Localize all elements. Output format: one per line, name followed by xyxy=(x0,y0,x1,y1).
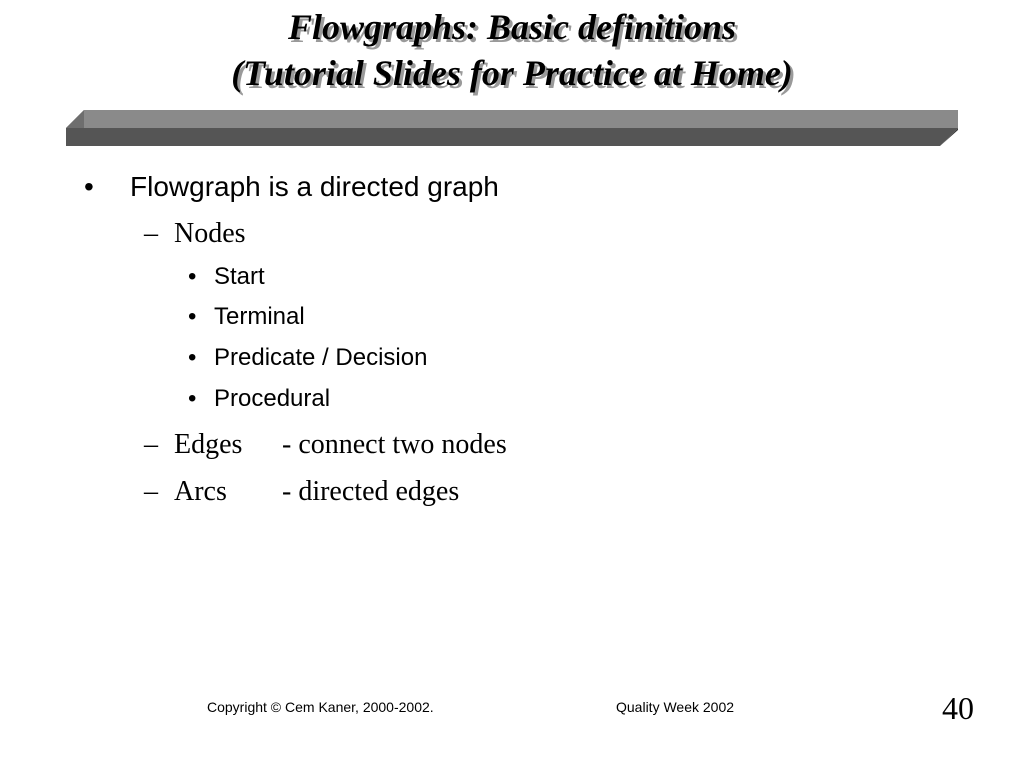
node-item-terminal xyxy=(188,303,305,331)
bullet-dot-icon: • xyxy=(84,171,94,202)
footer-copyright: Copyright © Cem Kaner, 2000-2002. xyxy=(207,699,434,715)
edges-label: Edges xyxy=(174,429,243,460)
sub-item-nodes xyxy=(144,218,246,250)
node-item-text: Terminal xyxy=(214,303,305,330)
dash-icon: – xyxy=(144,476,158,507)
node-item-start xyxy=(188,263,265,291)
dash-icon: – xyxy=(144,218,158,249)
bullet-flowgraph xyxy=(84,171,499,203)
edges-description: - connect two nodes xyxy=(282,429,507,460)
sub-item-arcs xyxy=(144,476,459,508)
arcs-description: - directed edges xyxy=(282,476,460,507)
node-item-procedural xyxy=(188,385,330,413)
footer-event: Quality Week 2002 xyxy=(616,699,735,715)
node-item-text: Start xyxy=(214,263,265,290)
node-item-text: Predicate / Decision xyxy=(214,344,428,371)
bullet-dot-icon: • xyxy=(188,385,197,412)
page-number: 40 xyxy=(942,690,974,726)
sub-item-edges xyxy=(144,429,507,461)
node-item-text: Procedural xyxy=(214,385,331,412)
dash-icon: – xyxy=(144,429,158,460)
bullet-flowgraph-text: Flowgraph is a directed graph xyxy=(130,171,499,202)
arcs-label: Arcs xyxy=(174,476,227,507)
bullet-dot-icon: • xyxy=(188,263,197,290)
bullet-dot-icon: • xyxy=(188,303,197,330)
bullet-dot-icon: • xyxy=(188,344,197,371)
nodes-label: Nodes xyxy=(174,218,246,249)
slide-title-line-1: Flowgraphs: Basic definitions xyxy=(287,7,737,47)
node-item-predicate xyxy=(188,344,427,372)
slide-title-line-2: (Tutorial Slides for Practice at Home) xyxy=(231,53,793,93)
